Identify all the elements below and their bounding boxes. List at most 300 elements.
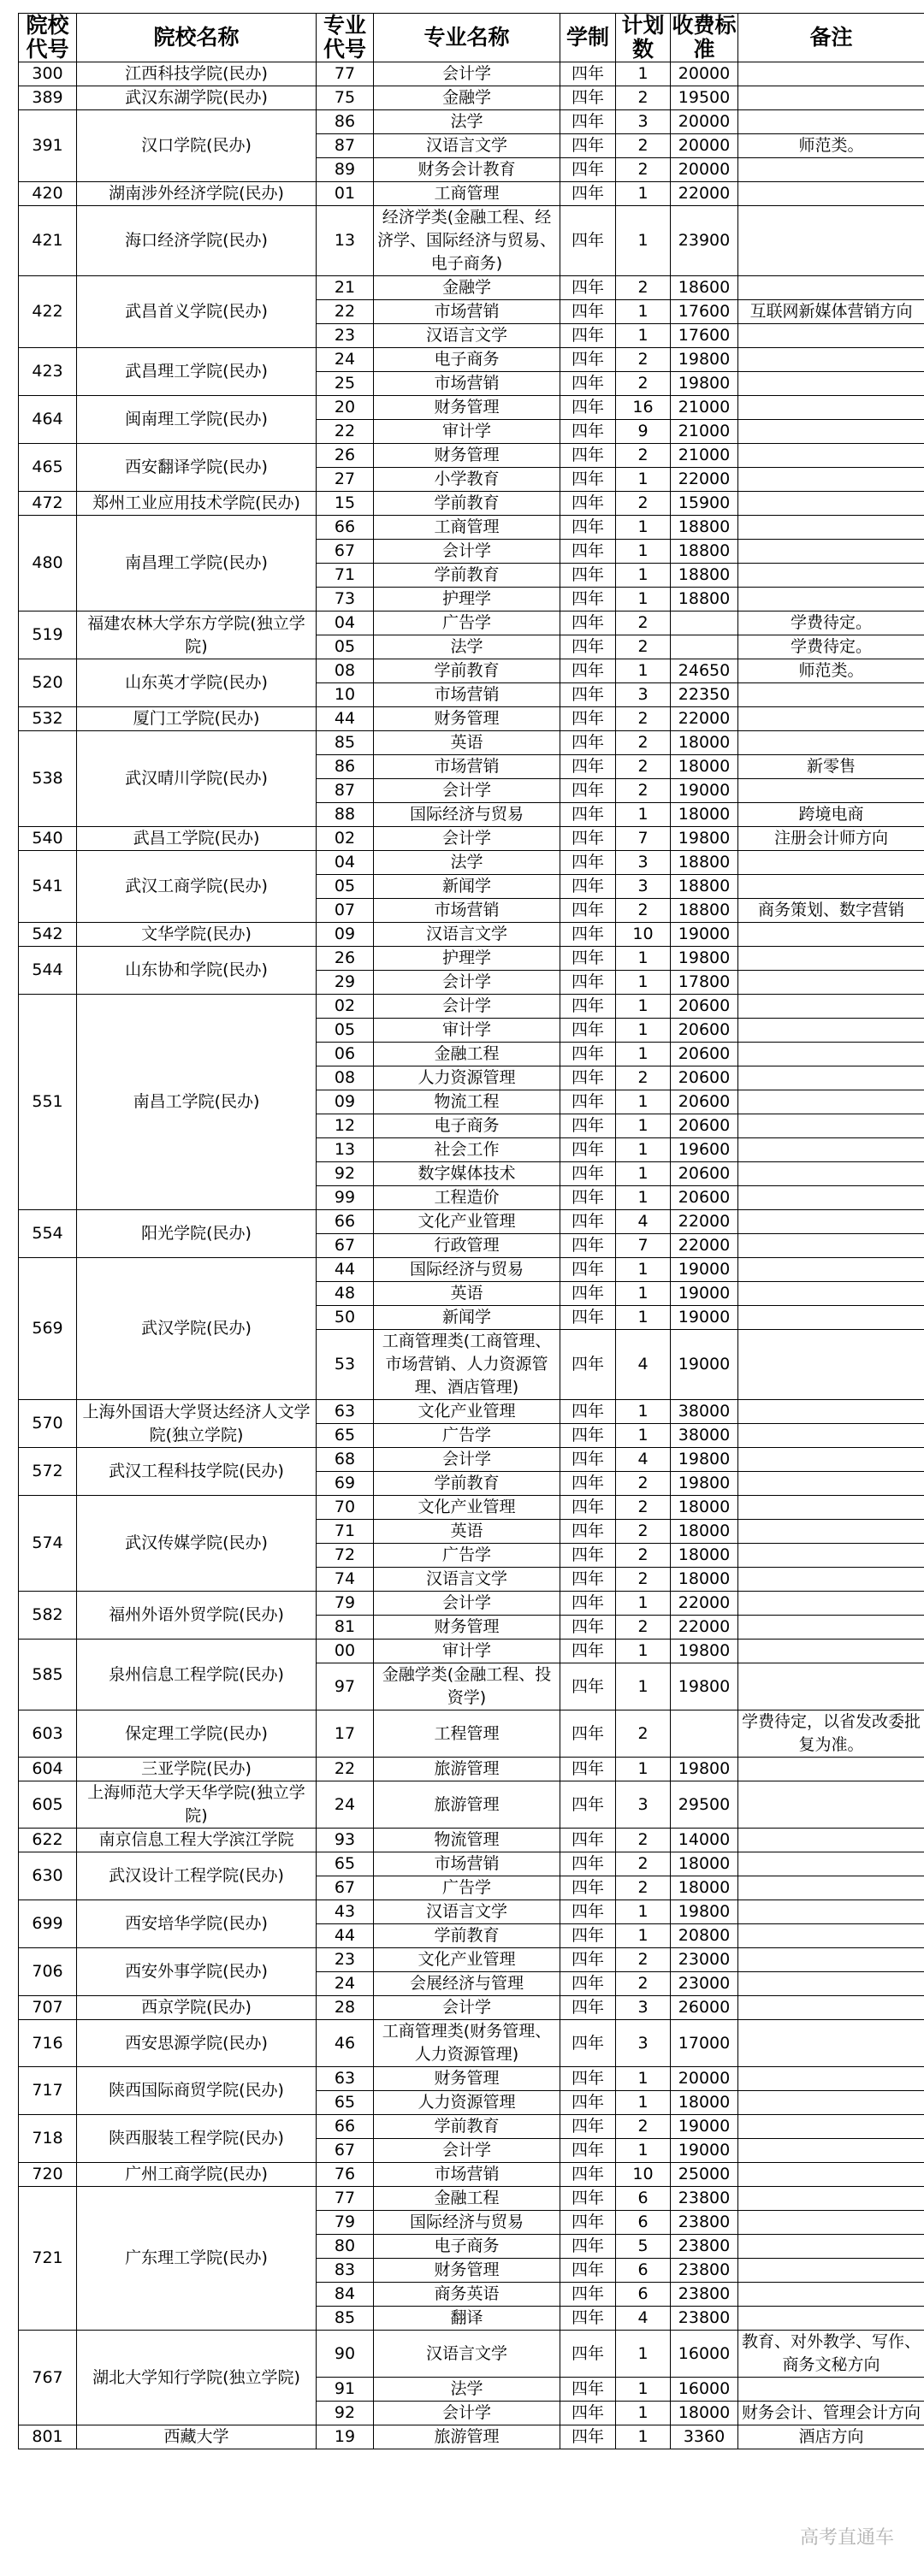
table-row — [19, 731, 924, 755]
note — [738, 923, 924, 947]
table-row — [19, 396, 924, 420]
major-code: 17 — [317, 1710, 374, 1758]
school-name: 海口经济学院(民办) — [77, 206, 317, 276]
tuition-fee: 19800 — [671, 1758, 738, 1781]
school-name: 武汉传媒学院(民办) — [77, 1496, 317, 1592]
plan-count: 1 — [616, 1019, 671, 1043]
major-name: 数字媒体技术 — [374, 1162, 560, 1186]
duration: 四年 — [560, 516, 616, 540]
plan-count: 1 — [616, 1162, 671, 1186]
note — [738, 348, 924, 372]
major-code: 23 — [317, 324, 374, 348]
major-name: 财务管理 — [374, 2067, 560, 2091]
school-name: 武昌工学院(民办) — [77, 827, 317, 851]
tuition-fee: 23800 — [671, 2235, 738, 2259]
major-name: 法学 — [374, 635, 560, 659]
major-code: 25 — [317, 372, 374, 396]
note: 注册会计师方向 — [738, 827, 924, 851]
plan-count: 2 — [616, 158, 671, 182]
tuition-fee: 3360 — [671, 2425, 738, 2449]
duration: 四年 — [560, 2235, 616, 2259]
plan-count: 1 — [616, 1424, 671, 1448]
major-name: 财务会计教育 — [374, 158, 560, 182]
school-code: 718 — [19, 2115, 77, 2163]
duration: 四年 — [560, 1114, 616, 1138]
plan-count: 2 — [616, 134, 671, 158]
duration: 四年 — [560, 1592, 616, 1616]
major-code: 01 — [317, 182, 374, 206]
tuition-fee: 19000 — [671, 1330, 738, 1400]
major-code: 71 — [317, 564, 374, 588]
major-code: 22 — [317, 1758, 374, 1781]
major-code: 65 — [317, 1424, 374, 1448]
major-name: 学前教育 — [374, 1472, 560, 1496]
duration: 四年 — [560, 2425, 616, 2449]
major-name: 文化产业管理 — [374, 1948, 560, 1972]
note — [738, 564, 924, 588]
plan-count: 1 — [616, 803, 671, 827]
school-code: 519 — [19, 612, 77, 659]
major-code: 19 — [317, 2425, 374, 2449]
plan-count: 1 — [616, 1186, 671, 1210]
major-code: 99 — [317, 1186, 374, 1210]
school-code: 541 — [19, 851, 77, 923]
note — [738, 971, 924, 995]
tuition-fee: 38000 — [671, 1424, 738, 1448]
plan-count: 7 — [616, 827, 671, 851]
tuition-fee: 20600 — [671, 1162, 738, 1186]
tuition-fee: 22000 — [671, 1210, 738, 1234]
tuition-fee: 20000 — [671, 158, 738, 182]
duration: 四年 — [560, 707, 616, 731]
tuition-fee: 17600 — [671, 324, 738, 348]
note — [738, 1900, 924, 1924]
major-name: 工程造价 — [374, 1186, 560, 1210]
major-code: 20 — [317, 396, 374, 420]
tuition-fee: 22000 — [671, 1234, 738, 1258]
note — [738, 396, 924, 420]
tuition-fee: 20000 — [671, 110, 738, 134]
tuition-fee — [671, 635, 738, 659]
major-name: 财务管理 — [374, 444, 560, 468]
major-name: 广告学 — [374, 612, 560, 635]
major-code: 43 — [317, 1900, 374, 1924]
duration: 四年 — [560, 779, 616, 803]
tuition-fee: 20600 — [671, 995, 738, 1019]
major-code: 15 — [317, 492, 374, 516]
header-row — [19, 14, 924, 62]
duration: 四年 — [560, 683, 616, 707]
plan-count: 2 — [616, 1948, 671, 1972]
major-code: 05 — [317, 1019, 374, 1043]
tuition-fee: 14000 — [671, 1829, 738, 1852]
note — [738, 1114, 924, 1138]
major-name: 人力资源管理 — [374, 1066, 560, 1090]
school-name: 汉口学院(民办) — [77, 110, 317, 182]
plan-count: 6 — [616, 2283, 671, 2307]
tuition-fee: 19000 — [671, 779, 738, 803]
school-code: 720 — [19, 2163, 77, 2187]
tuition-fee: 17800 — [671, 971, 738, 995]
plan-count: 1 — [616, 1640, 671, 1663]
tuition-fee: 19800 — [671, 1472, 738, 1496]
note: 师范类。 — [738, 659, 924, 683]
table-row — [19, 707, 924, 731]
table-row — [19, 1900, 924, 1924]
header-school-name: 院校名称 — [77, 14, 317, 62]
note — [738, 2259, 924, 2283]
major-code: 26 — [317, 444, 374, 468]
note — [738, 420, 924, 444]
school-name: 西安培华学院(民办) — [77, 1900, 317, 1948]
note — [738, 1781, 924, 1829]
plan-count: 1 — [616, 516, 671, 540]
plan-count: 2 — [616, 1829, 671, 1852]
major-name: 工商管理 — [374, 516, 560, 540]
school-name: 泉州信息工程学院(民办) — [77, 1640, 317, 1710]
plan-count: 2 — [616, 1568, 671, 1592]
major-name: 会计学 — [374, 540, 560, 564]
duration: 四年 — [560, 1424, 616, 1448]
major-name: 旅游管理 — [374, 2425, 560, 2449]
major-name: 学前教育 — [374, 492, 560, 516]
tuition-fee: 23800 — [671, 2259, 738, 2283]
note — [738, 1330, 924, 1400]
major-code: 72 — [317, 1544, 374, 1568]
major-name: 财务管理 — [374, 396, 560, 420]
major-code: 87 — [317, 134, 374, 158]
school-name: 厦门工学院(民办) — [77, 707, 317, 731]
duration: 四年 — [560, 134, 616, 158]
major-name: 英语 — [374, 1520, 560, 1544]
duration: 四年 — [560, 659, 616, 683]
major-name: 学前教育 — [374, 564, 560, 588]
note — [738, 875, 924, 899]
school-name: 武汉晴川学院(民办) — [77, 731, 317, 827]
table-row — [19, 348, 924, 372]
school-name: 郑州工业应用技术学院(民办) — [77, 492, 317, 516]
tuition-fee: 23000 — [671, 1972, 738, 1996]
tuition-fee: 20000 — [671, 134, 738, 158]
plan-count: 1 — [616, 1306, 671, 1330]
tuition-fee: 19800 — [671, 947, 738, 971]
major-name: 会计学 — [374, 1592, 560, 1616]
school-name: 福建农林大学东方学院(独立学院) — [77, 612, 317, 659]
table-row — [19, 1710, 924, 1758]
duration: 四年 — [560, 1306, 616, 1330]
duration: 四年 — [560, 62, 616, 86]
tuition-fee: 19800 — [671, 1640, 738, 1663]
note — [738, 1496, 924, 1520]
major-code: 44 — [317, 707, 374, 731]
major-name: 翻译 — [374, 2307, 560, 2331]
duration: 四年 — [560, 947, 616, 971]
major-name: 会计学 — [374, 2402, 560, 2425]
school-name: 湖北大学知行学院(独立学院) — [77, 2331, 317, 2425]
major-name: 护理学 — [374, 588, 560, 612]
major-name: 电子商务 — [374, 1114, 560, 1138]
major-name: 市场营销 — [374, 683, 560, 707]
major-code: 81 — [317, 1616, 374, 1640]
duration: 四年 — [560, 803, 616, 827]
major-code: 66 — [317, 1210, 374, 1234]
plan-count: 1 — [616, 1400, 671, 1424]
major-code: 09 — [317, 923, 374, 947]
major-code: 10 — [317, 683, 374, 707]
note — [738, 324, 924, 348]
school-name: 福州外语外贸学院(民办) — [77, 1592, 317, 1640]
major-name: 社会工作 — [374, 1138, 560, 1162]
note: 跨境电商 — [738, 803, 924, 827]
note — [738, 851, 924, 875]
note: 学费待定，以省发改委批复为准。 — [738, 1710, 924, 1758]
duration: 四年 — [560, 396, 616, 420]
duration: 四年 — [560, 1330, 616, 1400]
major-code: 71 — [317, 1520, 374, 1544]
school-name: 武昌理工学院(民办) — [77, 348, 317, 396]
plan-count: 1 — [616, 1758, 671, 1781]
major-code: 70 — [317, 1496, 374, 1520]
major-name: 文化产业管理 — [374, 1496, 560, 1520]
major-code: 87 — [317, 779, 374, 803]
note — [738, 2091, 924, 2115]
duration: 四年 — [560, 2402, 616, 2425]
major-name: 学前教育 — [374, 659, 560, 683]
plan-count: 1 — [616, 182, 671, 206]
plan-count: 4 — [616, 2307, 671, 2331]
major-name: 新闻学 — [374, 1306, 560, 1330]
major-name: 会展经济与管理 — [374, 1972, 560, 1996]
tuition-fee: 18000 — [671, 2402, 738, 2425]
note — [738, 707, 924, 731]
school-code: 391 — [19, 110, 77, 182]
tuition-fee: 17600 — [671, 300, 738, 324]
note — [738, 2139, 924, 2163]
major-code: 07 — [317, 899, 374, 923]
school-code: 582 — [19, 1592, 77, 1640]
major-name: 法学 — [374, 110, 560, 134]
school-code: 622 — [19, 1829, 77, 1852]
major-code: 24 — [317, 1781, 374, 1829]
plan-count: 6 — [616, 2187, 671, 2211]
note — [738, 2020, 924, 2067]
major-code: 79 — [317, 2211, 374, 2235]
tuition-fee: 18800 — [671, 851, 738, 875]
table-body — [19, 62, 924, 2449]
duration: 四年 — [560, 2067, 616, 2091]
tuition-fee: 18000 — [671, 2091, 738, 2115]
major-code: 44 — [317, 1924, 374, 1948]
major-code: 66 — [317, 516, 374, 540]
major-code: 02 — [317, 827, 374, 851]
note — [738, 1043, 924, 1066]
major-code: 24 — [317, 348, 374, 372]
major-name: 汉语言文学 — [374, 134, 560, 158]
duration: 四年 — [560, 1043, 616, 1066]
duration: 四年 — [560, 1663, 616, 1710]
plan-count: 1 — [616, 324, 671, 348]
major-code: 88 — [317, 803, 374, 827]
plan-count: 1 — [616, 971, 671, 995]
major-code: 97 — [317, 1663, 374, 1710]
plan-count: 1 — [616, 540, 671, 564]
school-code: 572 — [19, 1448, 77, 1496]
major-code: 93 — [317, 1829, 374, 1852]
note — [738, 2115, 924, 2139]
duration: 四年 — [560, 1138, 616, 1162]
major-name: 学前教育 — [374, 1924, 560, 1948]
major-code: 65 — [317, 1852, 374, 1876]
duration: 四年 — [560, 2378, 616, 2402]
duration: 四年 — [560, 1852, 616, 1876]
major-code: 66 — [317, 2115, 374, 2139]
plan-count: 2 — [616, 1710, 671, 1758]
major-code: 67 — [317, 1234, 374, 1258]
major-name: 会计学 — [374, 827, 560, 851]
plan-count: 4 — [616, 1210, 671, 1234]
note — [738, 1829, 924, 1852]
duration: 四年 — [560, 1781, 616, 1829]
school-name: 武汉东湖学院(民办) — [77, 86, 317, 110]
school-code: 570 — [19, 1400, 77, 1448]
note — [738, 1640, 924, 1663]
major-code: 09 — [317, 1090, 374, 1114]
plan-count: 1 — [616, 1900, 671, 1924]
major-name: 文化产业管理 — [374, 1210, 560, 1234]
note — [738, 2283, 924, 2307]
major-name: 护理学 — [374, 947, 560, 971]
plan-count: 2 — [616, 1472, 671, 1496]
tuition-fee: 18800 — [671, 540, 738, 564]
table-row — [19, 659, 924, 683]
watermark: 高考直通车 — [800, 2527, 895, 2549]
school-code: 423 — [19, 348, 77, 396]
school-code: 707 — [19, 1996, 77, 2020]
note — [738, 276, 924, 300]
note — [738, 1616, 924, 1640]
note: 教育、对外教学、写作、商务文秘方向 — [738, 2331, 924, 2378]
tuition-fee: 29500 — [671, 1781, 738, 1829]
plan-count: 1 — [616, 1282, 671, 1306]
major-name: 会计学 — [374, 1996, 560, 2020]
school-code: 472 — [19, 492, 77, 516]
plan-count: 2 — [616, 372, 671, 396]
school-name: 西安翻译学院(民办) — [77, 444, 317, 492]
tuition-fee: 18000 — [671, 1876, 738, 1900]
tuition-fee: 20600 — [671, 1186, 738, 1210]
school-name: 三亚学院(民办) — [77, 1758, 317, 1781]
tuition-fee: 19800 — [671, 1663, 738, 1710]
major-name: 金融工程 — [374, 2187, 560, 2211]
table-row — [19, 62, 924, 86]
plan-count: 3 — [616, 851, 671, 875]
duration: 四年 — [560, 1496, 616, 1520]
duration: 四年 — [560, 564, 616, 588]
tuition-fee — [671, 1710, 738, 1758]
major-name: 会计学 — [374, 995, 560, 1019]
table-row — [19, 1258, 924, 1282]
duration: 四年 — [560, 206, 616, 276]
major-name: 汉语言文学 — [374, 1568, 560, 1592]
note — [738, 588, 924, 612]
note — [738, 1282, 924, 1306]
table-row — [19, 1496, 924, 1520]
school-name: 西安思源学院(民办) — [77, 2020, 317, 2067]
note — [738, 206, 924, 276]
major-name: 汉语言文学 — [374, 324, 560, 348]
major-code: 73 — [317, 588, 374, 612]
school-name: 西安外事学院(民办) — [77, 1948, 317, 1996]
major-name: 会计学 — [374, 971, 560, 995]
table-row — [19, 2331, 924, 2378]
duration: 四年 — [560, 444, 616, 468]
major-name: 金融学 — [374, 276, 560, 300]
note: 商务策划、数字营销 — [738, 899, 924, 923]
tuition-fee: 18000 — [671, 1852, 738, 1876]
tuition-fee: 23800 — [671, 2187, 738, 2211]
major-name: 行政管理 — [374, 1234, 560, 1258]
duration: 四年 — [560, 300, 616, 324]
school-code: 551 — [19, 995, 77, 1210]
note — [738, 158, 924, 182]
major-name: 电子商务 — [374, 348, 560, 372]
duration: 四年 — [560, 1210, 616, 1234]
school-name: 保定理工学院(民办) — [77, 1710, 317, 1758]
duration: 四年 — [560, 827, 616, 851]
major-name: 经济学类(金融工程、经济学、国际经济与贸易、电子商务) — [374, 206, 560, 276]
plan-count: 3 — [616, 2020, 671, 2067]
major-name: 汉语言文学 — [374, 1900, 560, 1924]
major-code: 76 — [317, 2163, 374, 2187]
plan-count: 1 — [616, 1592, 671, 1616]
major-name: 旅游管理 — [374, 1758, 560, 1781]
note — [738, 1186, 924, 1210]
plan-count: 6 — [616, 2259, 671, 2283]
duration: 四年 — [560, 2020, 616, 2067]
table-row — [19, 276, 924, 300]
plan-count: 1 — [616, 1924, 671, 1948]
major-name: 小学教育 — [374, 468, 560, 492]
major-name: 市场营销 — [374, 300, 560, 324]
duration: 四年 — [560, 158, 616, 182]
tuition-fee: 18000 — [671, 731, 738, 755]
school-code: 389 — [19, 86, 77, 110]
duration: 四年 — [560, 875, 616, 899]
major-code: 83 — [317, 2259, 374, 2283]
note — [738, 2307, 924, 2331]
major-name: 金融学 — [374, 86, 560, 110]
major-code: 77 — [317, 62, 374, 86]
note — [738, 1448, 924, 1472]
tuition-fee: 20000 — [671, 62, 738, 86]
note — [738, 1162, 924, 1186]
school-name: 闽南理工学院(民办) — [77, 396, 317, 444]
table-row — [19, 2020, 924, 2067]
major-name: 市场营销 — [374, 1852, 560, 1876]
duration: 四年 — [560, 372, 616, 396]
plan-count: 2 — [616, 635, 671, 659]
tuition-fee: 19600 — [671, 1138, 738, 1162]
duration: 四年 — [560, 110, 616, 134]
header-major-name: 专业名称 — [374, 14, 560, 62]
plan-count: 9 — [616, 420, 671, 444]
note — [738, 1400, 924, 1424]
major-code: 53 — [317, 1330, 374, 1400]
major-code: 28 — [317, 1996, 374, 2020]
duration: 四年 — [560, 2331, 616, 2378]
table-row — [19, 923, 924, 947]
table-row — [19, 827, 924, 851]
